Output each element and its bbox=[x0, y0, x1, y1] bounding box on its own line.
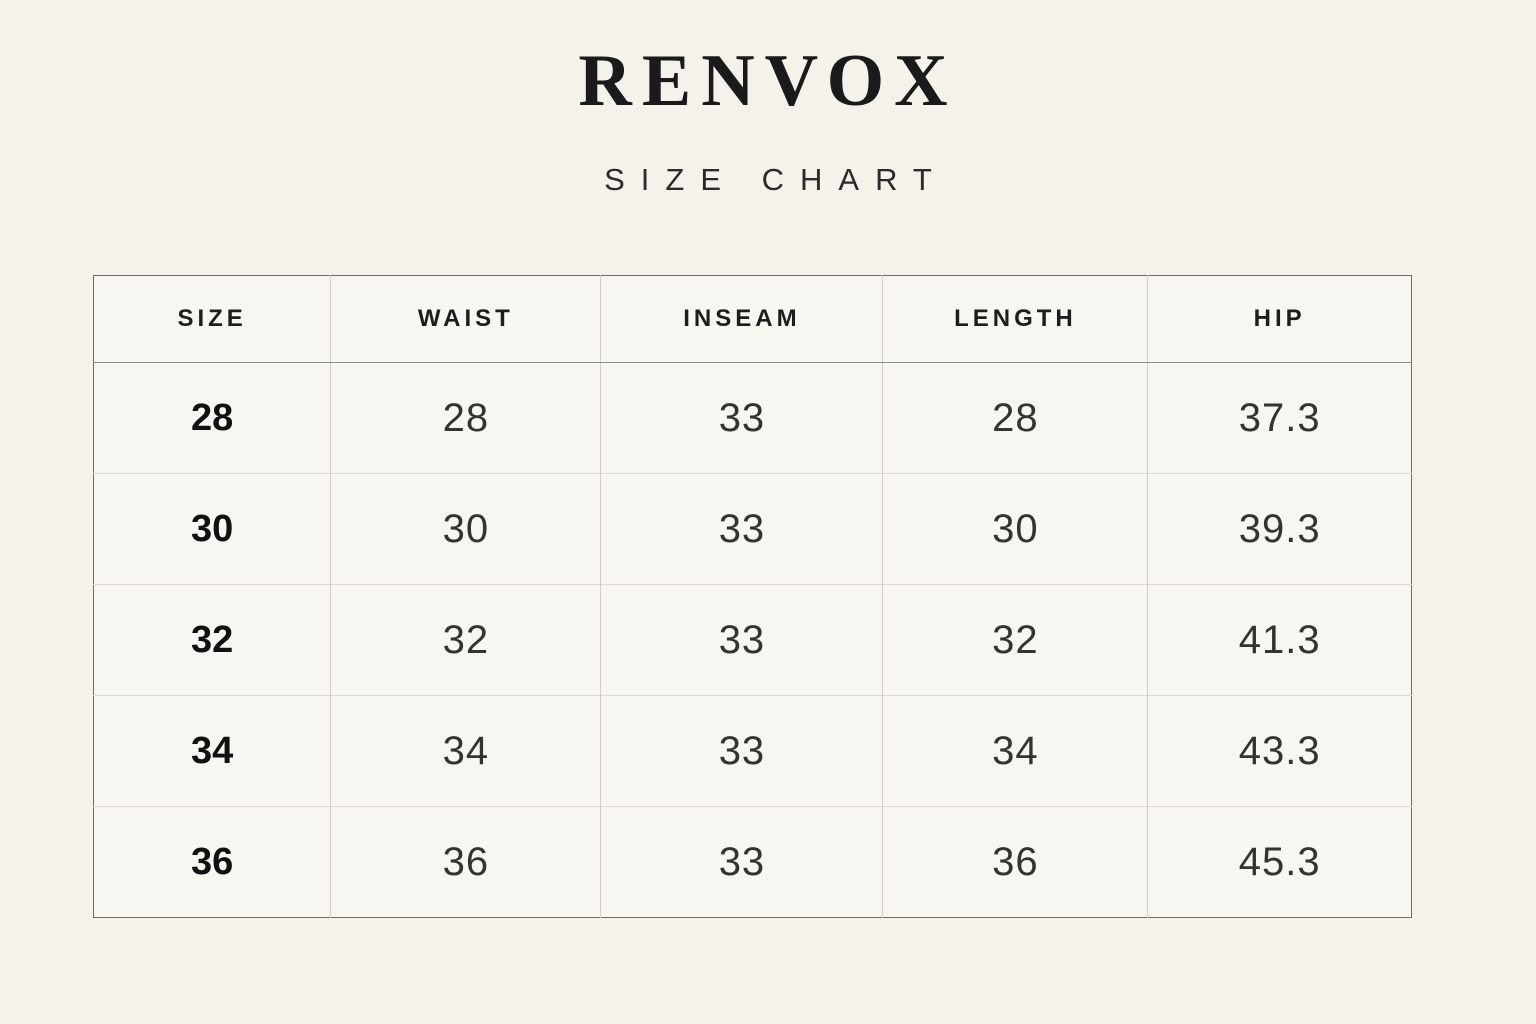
cell-length: 32 bbox=[883, 585, 1148, 696]
cell-length: 34 bbox=[883, 696, 1148, 807]
cell-waist: 30 bbox=[331, 474, 601, 585]
column-header-size: SIZE bbox=[94, 276, 331, 363]
cell-waist: 36 bbox=[331, 807, 601, 918]
column-header-hip: HIP bbox=[1148, 276, 1412, 363]
page-subtitle: SIZE CHART bbox=[604, 162, 948, 197]
size-chart-table bbox=[93, 275, 1412, 918]
cell-inseam: 33 bbox=[601, 696, 883, 807]
cell-waist: 32 bbox=[331, 585, 601, 696]
table-row bbox=[94, 807, 1412, 918]
column-header-inseam: INSEAM bbox=[601, 276, 883, 363]
cell-length: 28 bbox=[883, 363, 1148, 474]
cell-size: 34 bbox=[94, 696, 331, 807]
cell-size: 36 bbox=[94, 807, 331, 918]
column-header-length: LENGTH bbox=[883, 276, 1148, 363]
cell-hip: 37.3 bbox=[1148, 363, 1412, 474]
cell-waist: 34 bbox=[331, 696, 601, 807]
cell-inseam: 33 bbox=[601, 363, 883, 474]
cell-inseam: 33 bbox=[601, 807, 883, 918]
table-row bbox=[94, 363, 1412, 474]
cell-hip: 43.3 bbox=[1148, 696, 1412, 807]
cell-size: 28 bbox=[190, 396, 234, 439]
table-row bbox=[94, 696, 1412, 807]
cell-hip: 41.3 bbox=[1148, 585, 1412, 696]
header-row bbox=[94, 276, 1412, 363]
cell-inseam: 33 bbox=[601, 474, 883, 585]
table-row bbox=[94, 474, 1412, 585]
cell-waist: 28 bbox=[331, 363, 601, 474]
cell-size: 32 bbox=[94, 585, 331, 696]
cell-hip: 45.3 bbox=[1148, 807, 1412, 918]
cell-hip: 39.3 bbox=[1148, 474, 1412, 585]
brand-title: RENVOX bbox=[578, 40, 958, 122]
cell-length: 36 bbox=[883, 807, 1148, 918]
cell-size: 30 bbox=[94, 474, 331, 585]
cell-length: 30 bbox=[883, 474, 1148, 585]
cell-inseam: 33 bbox=[601, 585, 883, 696]
table-row bbox=[94, 585, 1412, 696]
column-header-waist: WAIST bbox=[331, 276, 601, 363]
